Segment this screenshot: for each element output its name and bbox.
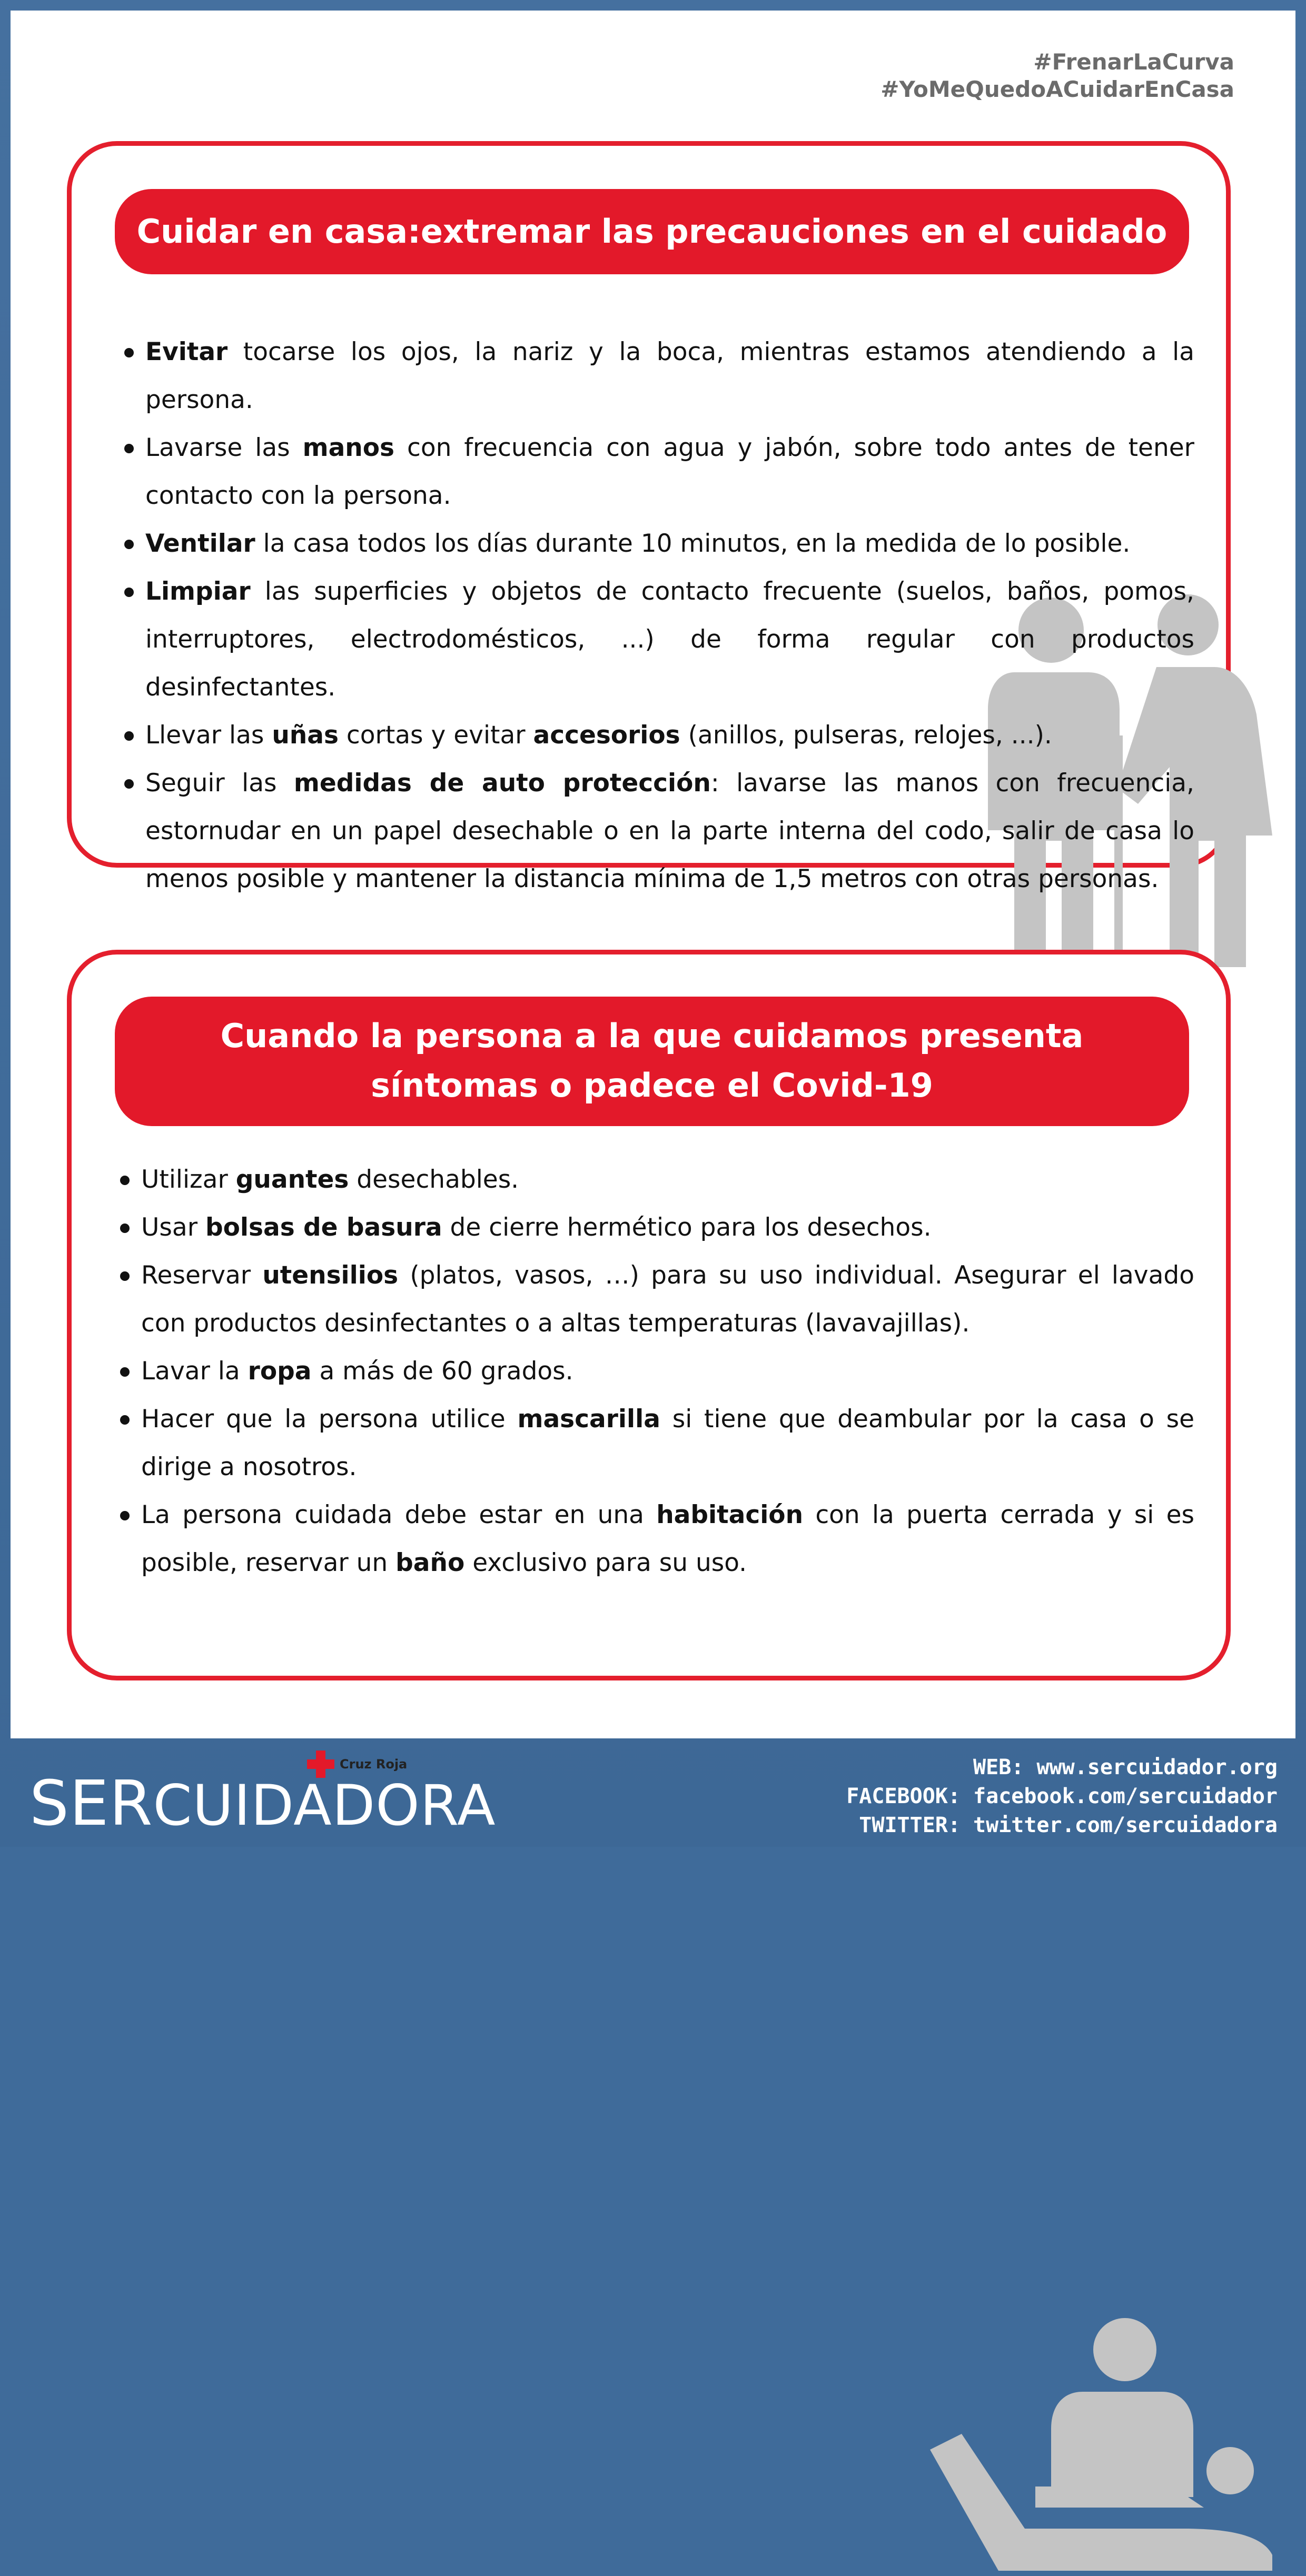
list-item: Lavar la ropa a más de 60 grados. [141,1347,1194,1395]
hashtag-quedo: #YoMeQuedoACuidarEnCasa [880,76,1234,102]
caregiver-patient-icon [914,2313,1283,2576]
cruz-roja-label: Cruz Roja [340,1757,408,1772]
twitter-link[interactable]: TWITTER: twitter.com/sercuidadora [859,1813,1278,1837]
list-item: Seguir las medidas de auto protección: lavarse las manos con frecuencia, estornudar en un papel desechable o en la parte interna del codo, salir de casa lo menos posible y mantener la distancia mínima de 1,5 metros con otras personas. [145,759,1194,903]
web-link[interactable]: WEB: www.sercuidador.org [973,1755,1278,1779]
facebook-link[interactable]: FACEBOOK: facebook.com/sercuidador [846,1784,1278,1808]
list-item: Evitar tocarse los ojos, la nariz y la boca, mientras estamos atendiendo a la persona. [145,328,1194,424]
list-item: Utilizar guantes desechables. [141,1156,1194,1204]
home-care-list [145,328,1194,903]
list-item: Lavarse las manos con frecuencia con agua y jabón, sobre todo antes de tener contacto con la persona. [145,424,1194,520]
title-line-1: Cuando la persona a la que cuidamos presenta [220,1017,1084,1055]
logo-cuidadora: CUIDADORA [153,1773,496,1838]
list-item: Llevar las uñas cortas y evitar accesorios (anillos, pulseras, relojes, ...). [145,711,1194,759]
list-item: Limpiar las superficies y objetos de contacto frecuente (suelos, baños, pomos, interruptores, electrodomésticos, ...) de forma regular con productos desinfectantes. [145,568,1194,711]
section-covid-care-title [115,997,1189,1126]
hashtags [880,48,1234,103]
sercuidadora-logo [29,1767,496,1839]
contact-info [846,1753,1278,1840]
title-line-2: síntomas o padece el Covid-19 [371,1066,933,1105]
list-item: Hacer que la persona utilice mascarilla si tiene que deambular por la casa o se dirige a nosotros. [141,1395,1194,1491]
section-covid-care [67,950,1231,1680]
hashtag-frenar: #FrenarLaCurva [1033,49,1234,75]
list-item: La persona cuidada debe estar en una habitación con la puerta cerrada y si es posible, reservar un baño exclusivo para su uso. [141,1491,1194,1587]
list-item: Usar bolsas de basura de cierre hermético para los desechos. [141,1204,1194,1251]
list-item: Ventilar la casa todos los días durante 10 minutos, en la medida de lo posible. [145,520,1194,568]
list-item: Reservar utensilios (platos, vasos, …) para su uso individual. Asegurar el lavado con productos desinfectantes o a altas temperaturas (lavavajillas). [141,1251,1194,1347]
section-home-care [67,141,1231,893]
logo-ser: SER [29,1767,153,1839]
section-home-care-title: Cuidar en casa:extremar las precauciones en el cuidado [115,189,1189,274]
covid-care-list [141,1156,1194,1587]
